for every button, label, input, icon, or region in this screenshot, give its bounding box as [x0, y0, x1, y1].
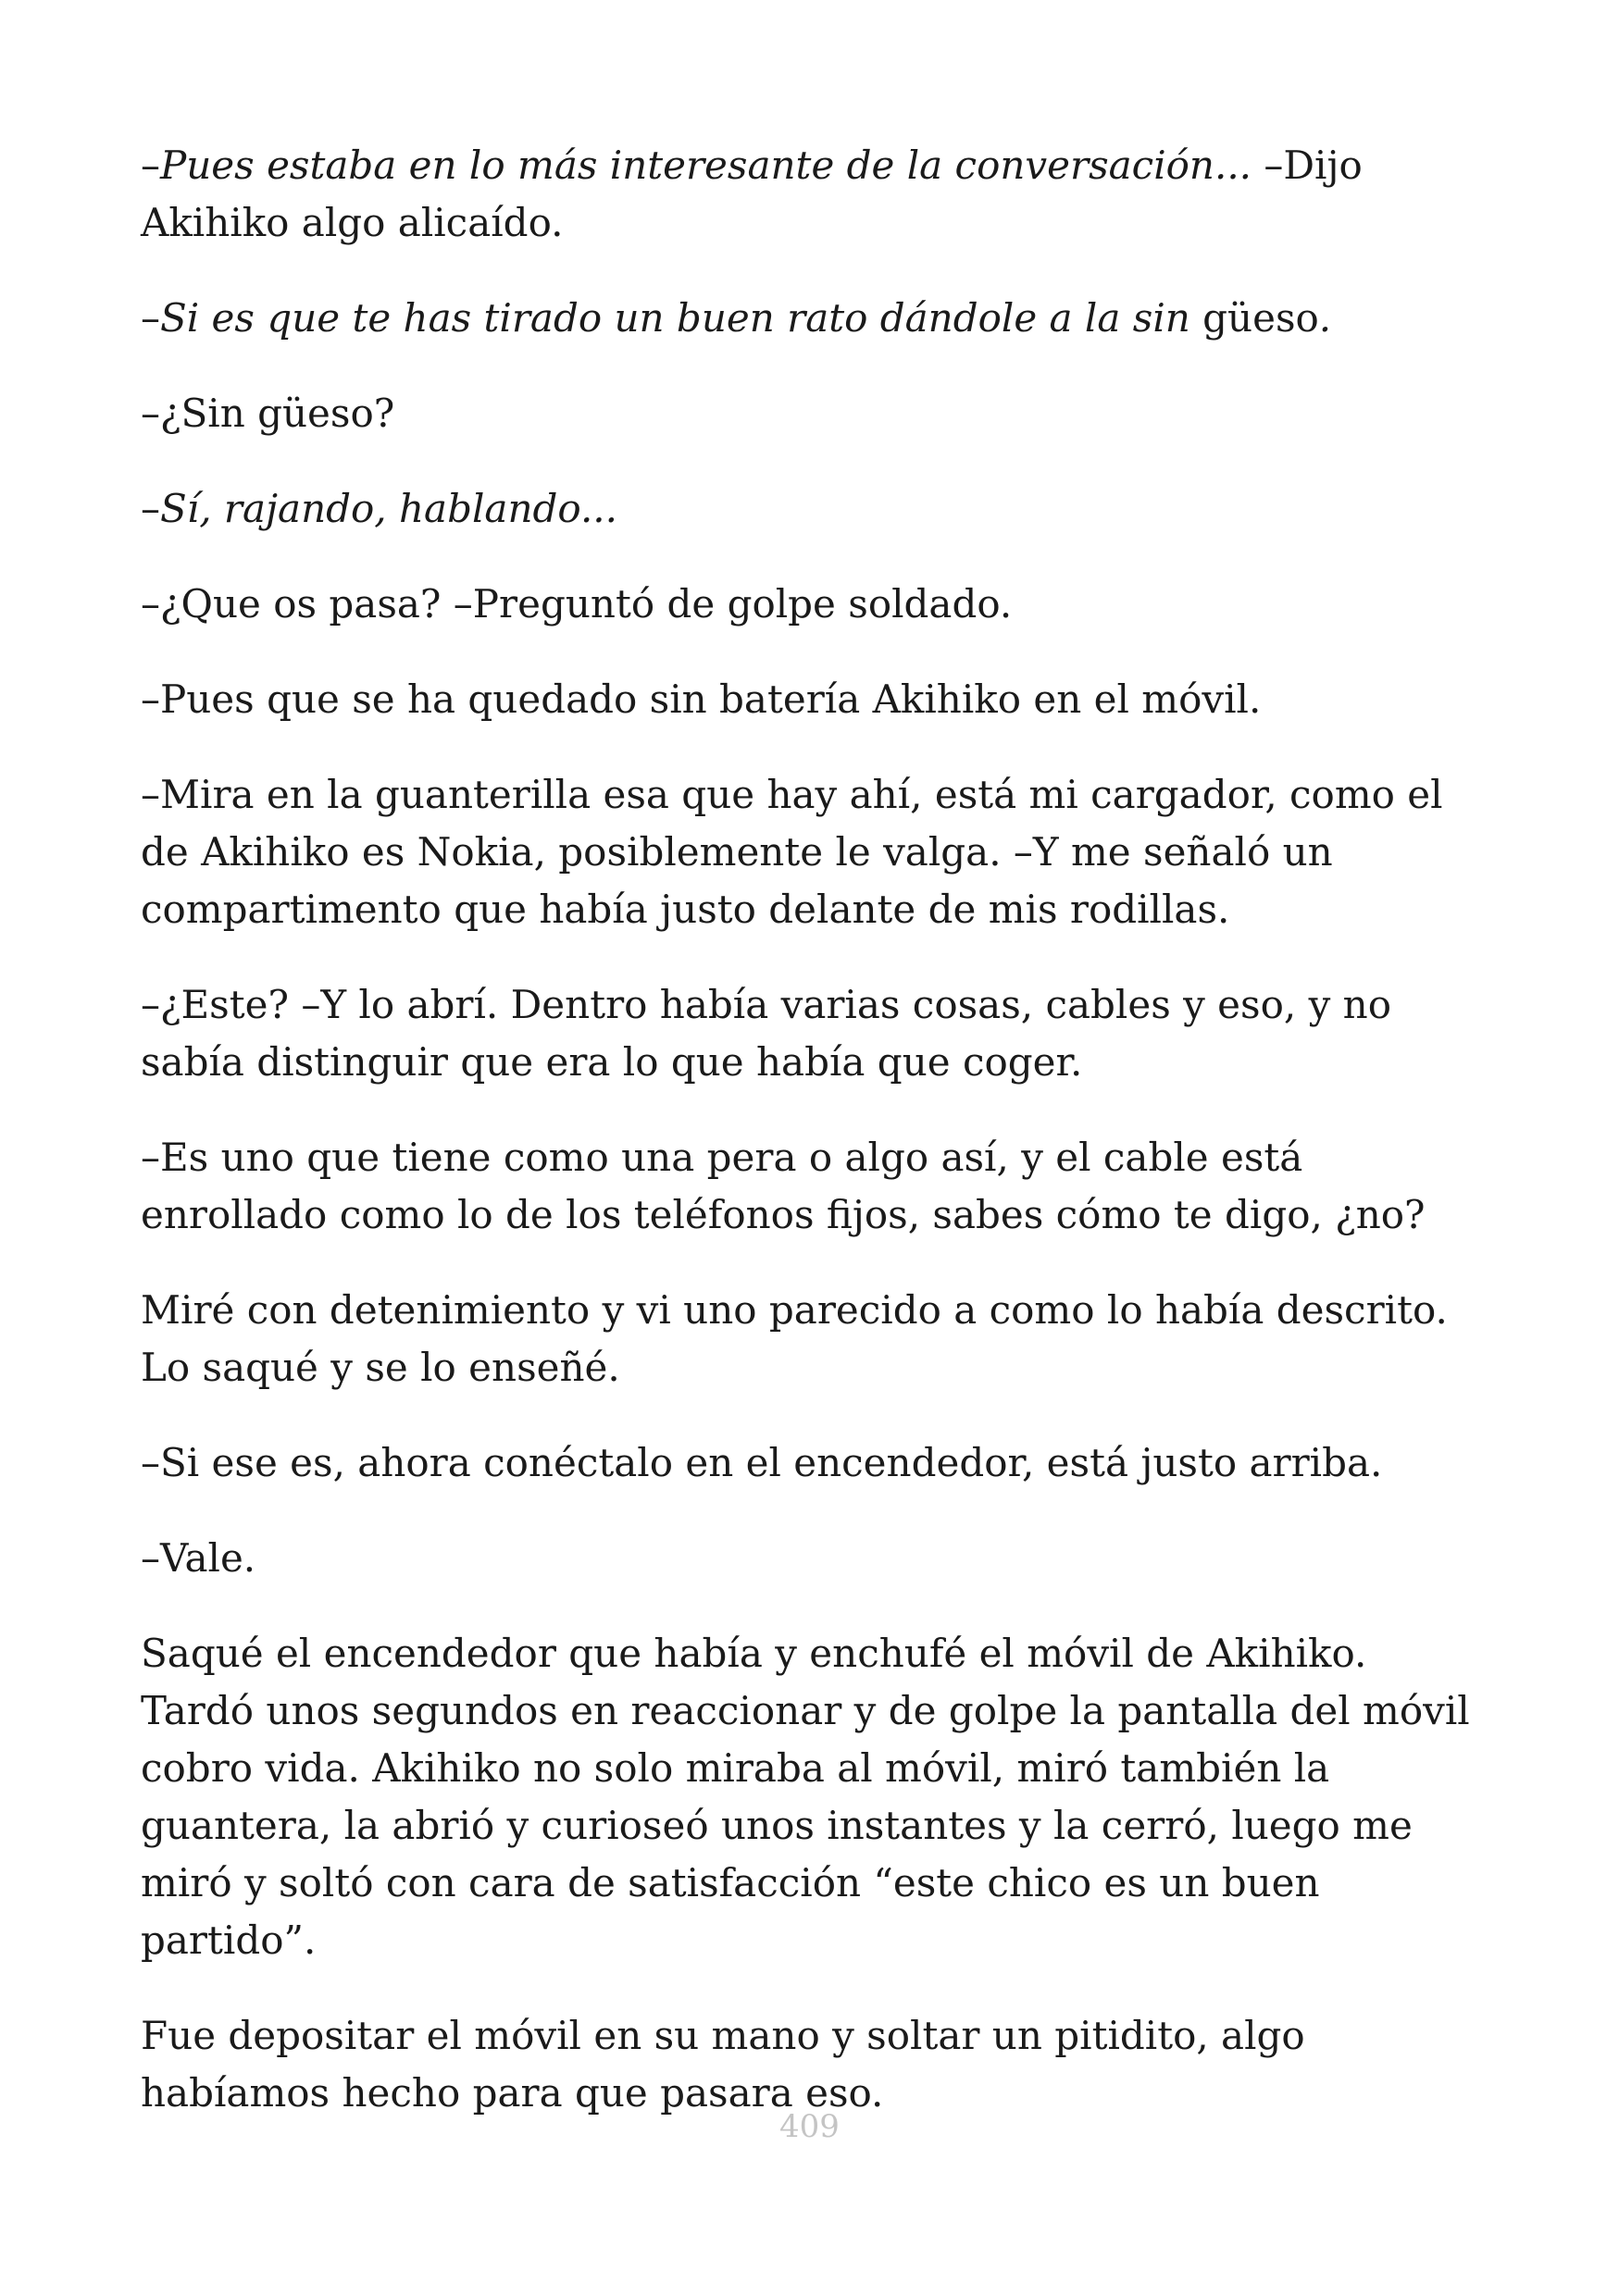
- paragraph: [141, 137, 1488, 252]
- italic-run: Pues estaba en lo más interesante de la conversación...: [160, 143, 1252, 188]
- text-run: –¿Que os pasa? –Preguntó de golpe soldado.: [141, 581, 1013, 627]
- page-number: 409: [779, 2108, 840, 2145]
- paragraph: [141, 385, 1488, 442]
- text-run: Miré con detenimiento y vi uno parecido a como lo había descrito. Lo saqué y se lo enseñé.: [141, 1287, 1448, 1390]
- paragraph: [141, 1625, 1488, 1969]
- paragraph: [141, 480, 1488, 538]
- italic-run: Sí, rajando, hablando...: [160, 486, 617, 531]
- body-text: [141, 137, 1488, 2160]
- text-run: güeso: [1189, 295, 1319, 341]
- italic-run: .: [1318, 295, 1332, 341]
- text-run: –Mira en la guanterilla esa que hay ahí, está mi cargador, como el de Akihiko es Nokia, posiblemente le valga. –Y me señaló un compartimento que había justo delante de mis rodillas.: [141, 772, 1443, 932]
- paragraph: [141, 2007, 1488, 2122]
- text-run: –¿Sin güeso?: [141, 391, 395, 436]
- text-run: –: [141, 295, 160, 341]
- paragraph: [141, 1530, 1488, 1587]
- text-run: Saqué el encendedor que había y enchufé el móvil de Akihiko. Tardó unos segundos en reaccionar y de golpe la pantalla del móvil cobro vida. Akihiko no solo miraba al móvil, miró también la guantera, la abrió y curioseó unos instantes y la cerró, luego me miró y soltó con cara de satisfacción “este chico es un buen partido”.: [141, 1631, 1470, 1963]
- paragraph: [141, 1434, 1488, 1492]
- paragraph: [141, 766, 1488, 938]
- text-run: –Pues que se ha quedado sin batería Akihiko en el móvil.: [141, 676, 1262, 722]
- text-run: –¿Este? –Y lo abrí. Dentro había varias cosas, cables y eso, y no sabía distinguir que era lo que había que coger.: [141, 982, 1391, 1085]
- text-run: –: [141, 143, 160, 188]
- paragraph: [141, 576, 1488, 633]
- text-run: –Dijo Akihiko algo alicaído.: [141, 143, 1363, 245]
- text-run: Fue depositar el móvil en su mano y soltar un pitidito, algo habíamos hecho para que pasara eso.: [141, 2013, 1305, 2116]
- paragraph: [141, 1129, 1488, 1244]
- italic-run: Si es que te has tirado un buen rato dándole a la sin: [160, 295, 1190, 341]
- paragraph: [141, 290, 1488, 347]
- text-run: –Si ese es, ahora conéctalo en el encendedor, está justo arriba.: [141, 1440, 1383, 1485]
- paragraph: [141, 976, 1488, 1091]
- text-run: –: [141, 486, 160, 531]
- paragraph: [141, 1282, 1488, 1396]
- text-run: –Es uno que tiene como una pera o algo así, y el cable está enrollado como lo de los teléfonos fijos, sabes cómo te digo, ¿no?: [141, 1135, 1426, 1237]
- text-run: –Vale.: [141, 1535, 256, 1581]
- paragraph: [141, 671, 1488, 728]
